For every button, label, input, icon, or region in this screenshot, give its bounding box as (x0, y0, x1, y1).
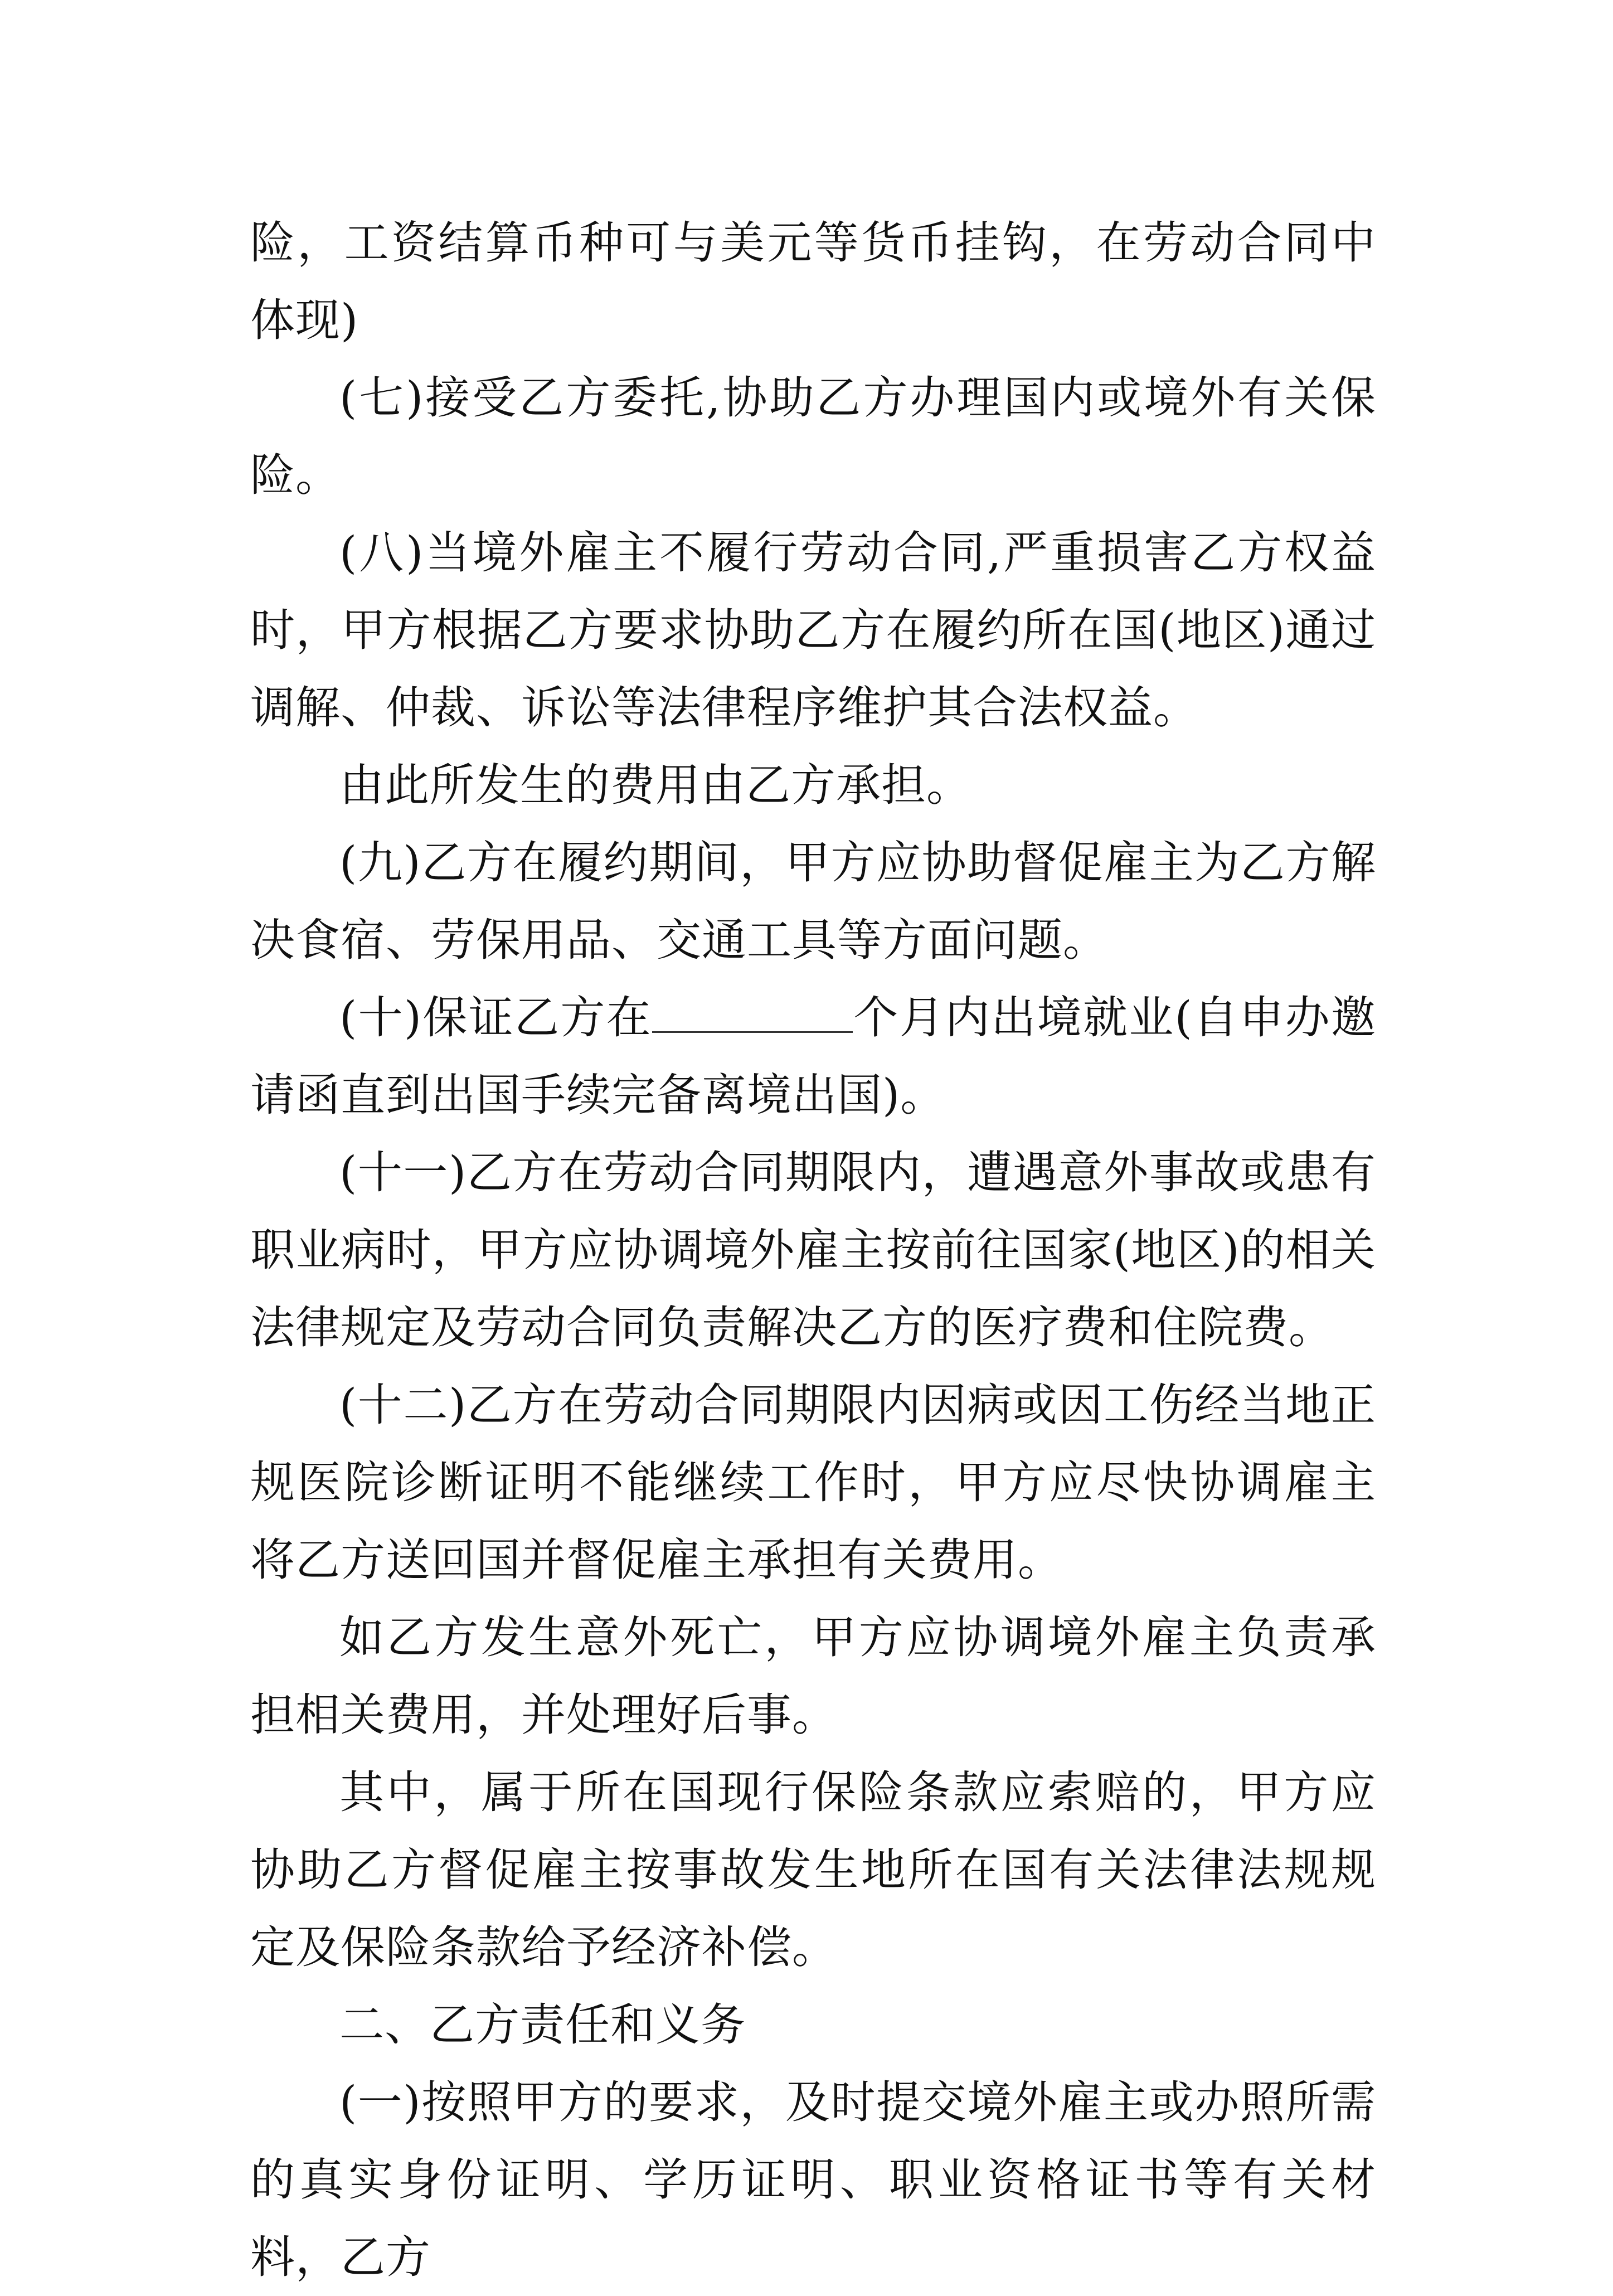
paragraph-party-b-clause-1: (一)按照甲方的要求，及时提交境外雇主或办照所需的真实身份证明、学历证明、职业资格证书等有关材料，乙方 (250, 2076, 1376, 2283)
paragraph-accidental-death: 如乙方发生意外死亡，甲方应协调境外雇主负责承担相关费用，并处理好后事。 (250, 1611, 1376, 1741)
paragraph-clause-12: (十二)乙方在劳动合同期限内因病或因工伤经当地正规医院诊断证明不能继续工作时，甲方应尽快协调雇主将乙方送回国并督促雇主承担有关费用。 (250, 1379, 1376, 1586)
document-body (250, 204, 1376, 2296)
paragraph-clause-8: (八)当境外雇主不履行劳动合同,严重损害乙方权益时，甲方根据乙方要求协助乙方在履约所在国(地区)通过调解、仲裁、诉讼等法律程序维护其合法权益。 (250, 527, 1376, 734)
clause-10-text-before: (十)保证乙方在 (339, 992, 652, 1043)
paragraph-clause-11: (十一)乙方在劳动合同期限内，遭遇意外事故或患有职业病时，甲方应协调境外雇主按前往国家(地区)的相关法律规定及劳动合同负责解决乙方的医疗费和住院费。 (250, 1147, 1376, 1353)
paragraph-insurance-claim: 其中，属于所在国现行保险条款应索赔的，甲方应协助乙方督促雇主按事故发生地所在国有关法律法规规定及保险条款给予经济补偿。 (250, 1766, 1376, 1973)
paragraph-cost-borne: 由此所发生的费用由乙方承担。 (339, 759, 971, 811)
paragraph-clause-9: (九)乙方在履约期间，甲方应协助督促雇主为乙方解决食宿、劳保用品、交通工具等方面问题。 (250, 837, 1376, 966)
section-heading-party-b: 二、乙方责任和义务 (339, 1999, 746, 2051)
clause-10-text-after: 个月内出境就业(自申办邀请函直到出国手续完备离境出国)。 (250, 992, 1376, 1121)
months-blank-field (652, 992, 853, 1033)
paragraph-clause-7: (七)接受乙方委托,协助乙方办理国内或境外有关保险。 (250, 372, 1376, 501)
paragraph-insurance-currency: 险，工资结算币种可与美元等货币挂钩，在劳动合同中体现) (250, 217, 1376, 346)
paragraph-clause-10 (250, 979, 1376, 1134)
